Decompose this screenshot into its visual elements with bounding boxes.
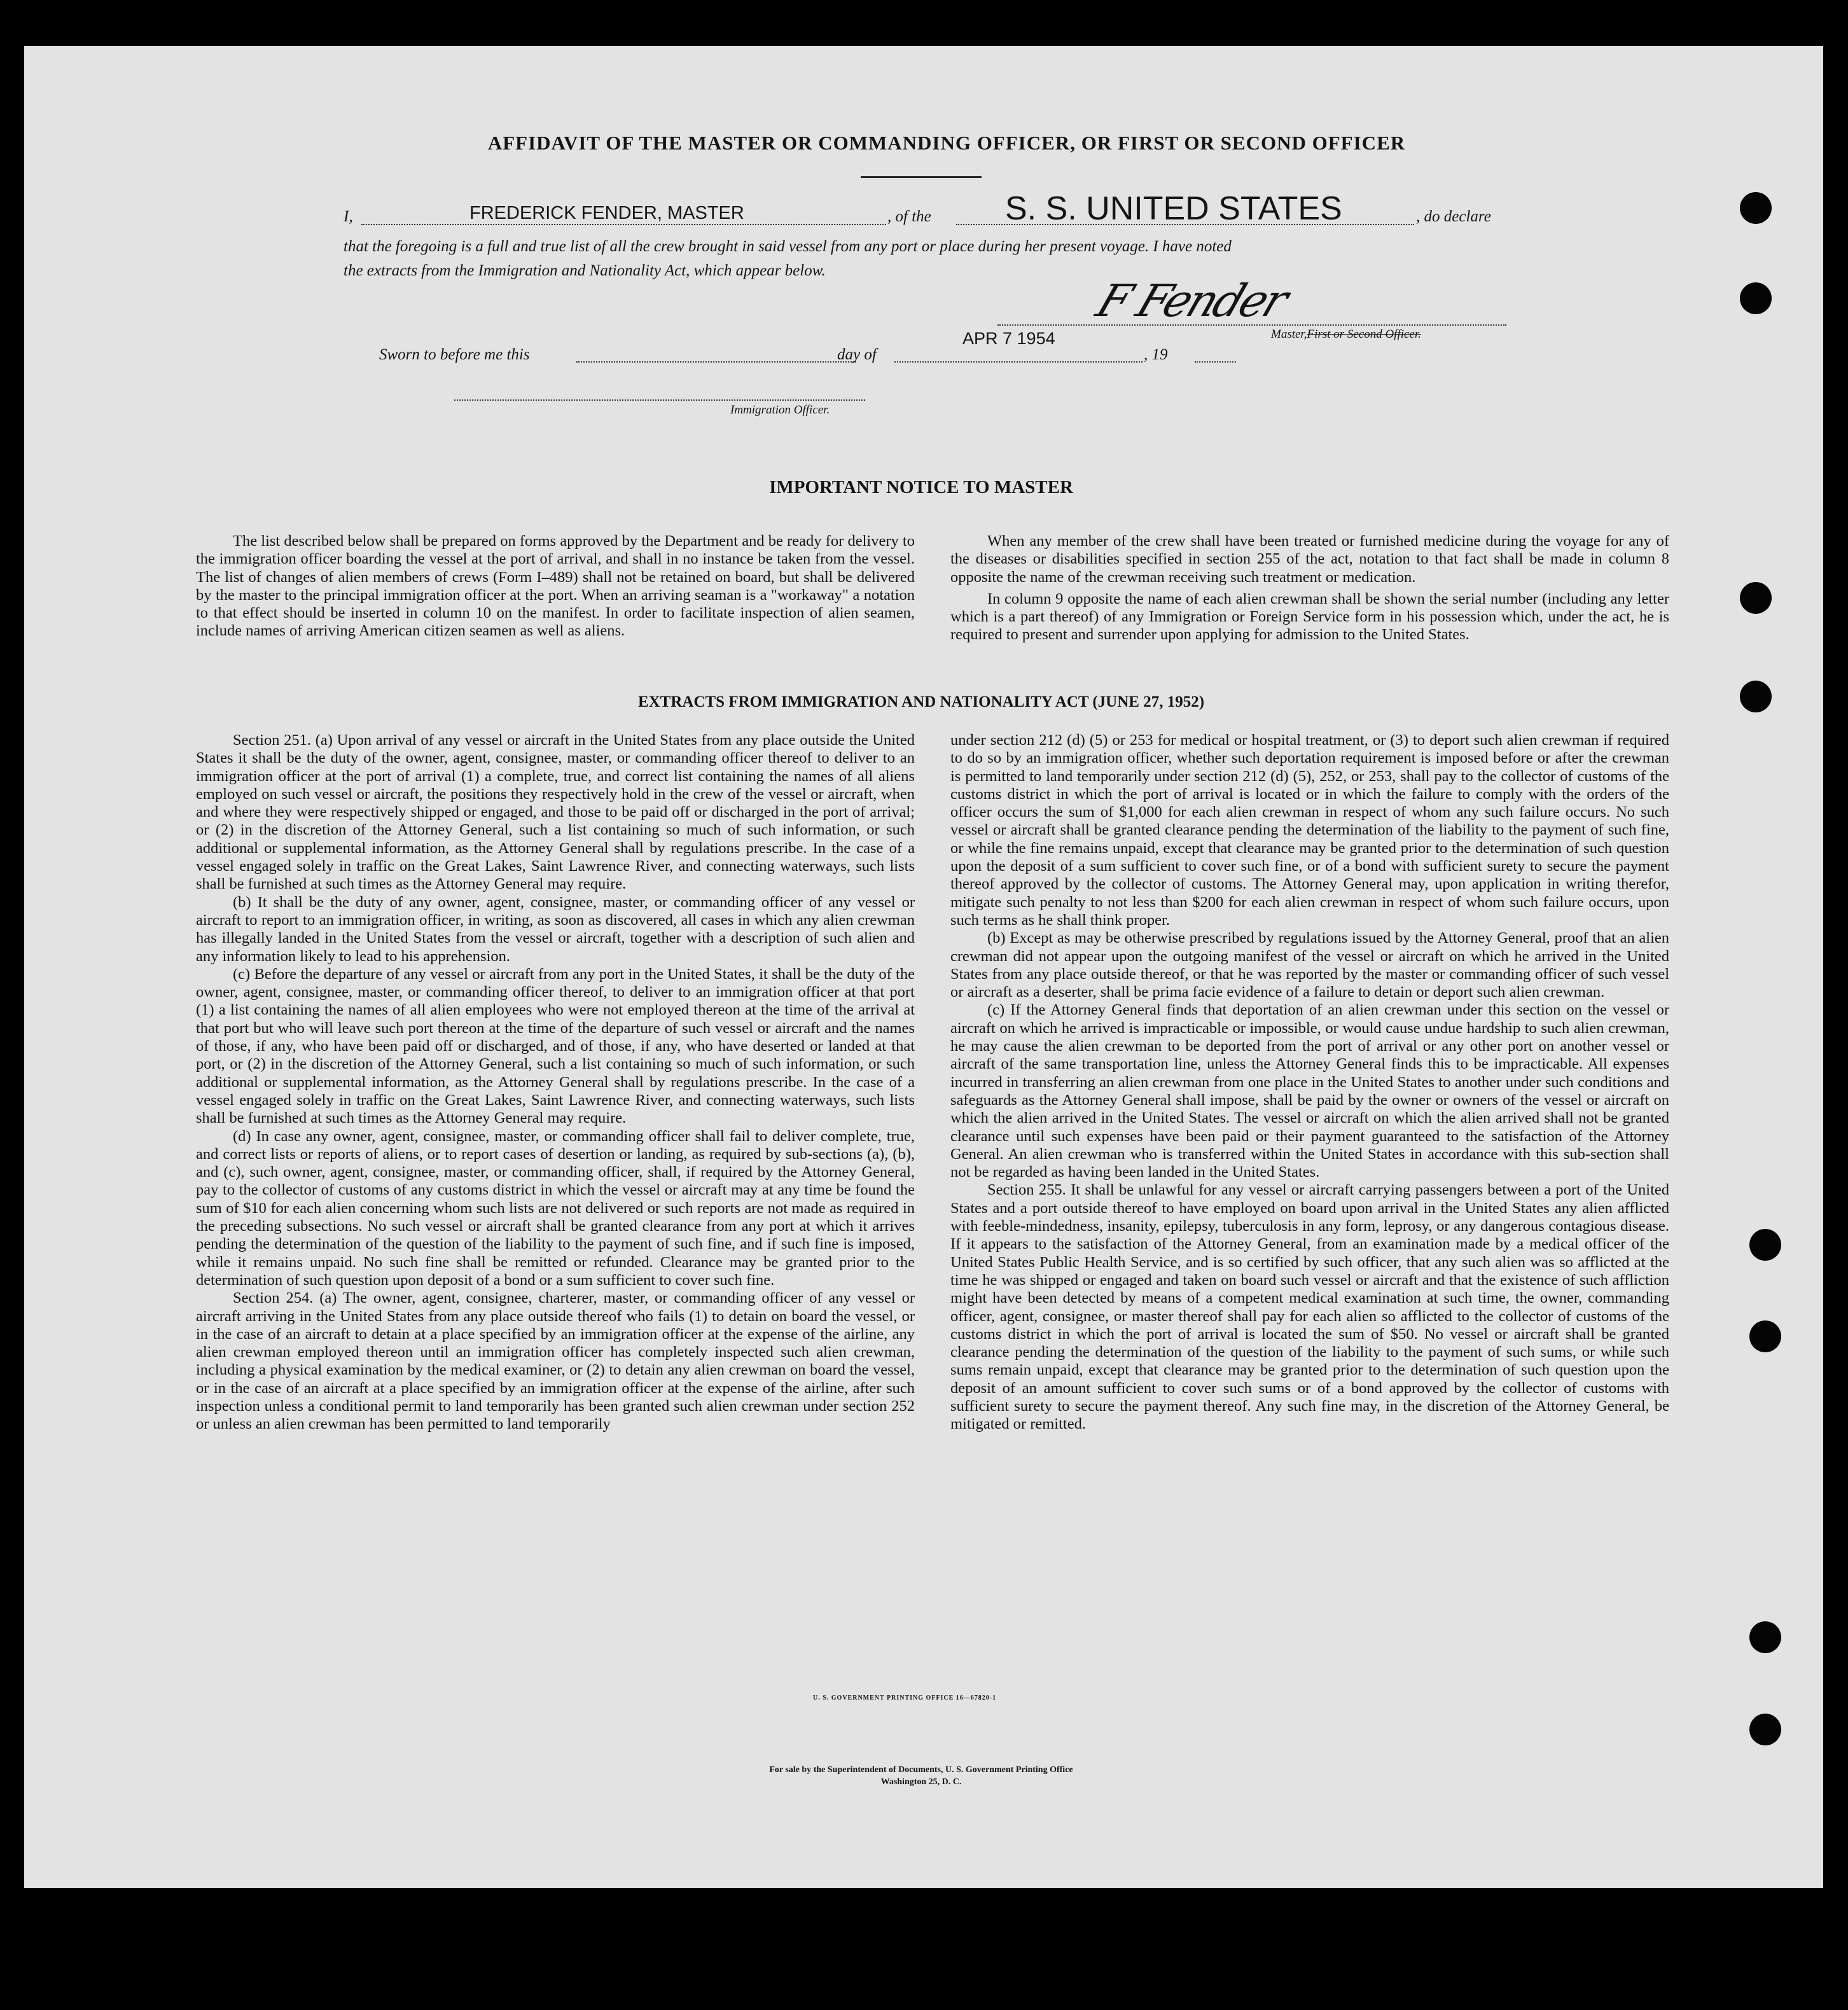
affidavit-line-2: that the foregoing is a full and true list of all the crew brought in said vessel from any port or place during her present voyage. I have noted [344, 238, 1232, 255]
sworn-label: Sworn to before me this [379, 346, 530, 363]
master-name: FREDERICK FENDER, MASTER [469, 203, 744, 223]
sworn-day-line [576, 361, 856, 363]
master-label: Master, [1271, 328, 1307, 341]
notice-left-paragraph: The list described below shall be prepared on forms approved by the Department and be ready for delivery to the immigration officer boarding the vessel at the port of arrival, and shall in no instance be taken from the vessel. The list of changes of alien members of crews (Form I–489) shall not be retained on board, but shall be delivered by the master to the principal immigration officer at the port. When an arriving seaman is a "workaway" a notation to that effect should be inserted in column 10 on the manifest. In order to facilitate inspection of alien seamen, include names of arriving American citizen seamen as well as aliens. [196, 532, 915, 640]
notice-heading: IMPORTANT NOTICE TO MASTER [769, 477, 1073, 497]
year-prefix: , 19 [1144, 346, 1168, 363]
i-label: I, [344, 208, 353, 225]
binder-hole [1749, 1229, 1781, 1261]
section-254-a: Section 254. (a) The owner, agent, consignee, charterer, master, or commanding officer of any vessel or aircraft arriving in the United States from any place outside thereof who fails (1) to detain on board the vessel, or in the case of an aircraft to detain at a place specified by an immigration officer at the expense of the airline, any alien crewman employed thereon until an immigration officer has completely inspected such alien crewman, including a physical examination by the medical examiner, or (2) to detain any alien crewman on board the vessel, or in the case of an aircraft at a place specified by an immigration officer at the expense of the airline, after such inspection unless a conditional permit to land temporarily has been granted such alien crewman under section 252 or unless an alien crewman has been permitted to land temporarily [196, 1289, 915, 1433]
master-signature: F Fender [1090, 275, 1293, 327]
binder-hole [1740, 192, 1772, 224]
section-254-a-continued: under section 212 (d) (5) or 253 for medical or hospital treatment, or (3) to deport such alien crewman if required to do so by an immigration officer, whether such deportation requirement is imposed before or after the crewman is permitted to land temporarily under section 212 (d) (5), 252, or 253, shall pay to the collector of customs of the customs district in which the port of arrival is located or in which the failure to comply with the orders of the officer occurs the sum of $1,000 for each alien crewman in respect of whom any such failure occurs. No such vessel or aircraft shall be granted clearance pending the determination of the liability to the payment of such fine, or while the fine remains unpaid, except that clearance may be granted prior to the determination of such question upon the deposit of a sum sufficient to cover such fine, or of a bond with sufficient surety to secure the payment thereof approved by the collector of customs. The Attorney General may, upon application in writing therefor, mitigate such penalty to not less than $200 for each alien crewman in respect of whom such failure occurs, upon such terms as he shall think proper. [950, 731, 1669, 929]
notice-left-column [196, 532, 915, 641]
master-name-line [361, 224, 886, 225]
affidavit-title: AFFIDAVIT OF THE MASTER OR COMMANDING OFFICER, OR FIRST OR SECOND OFFICER [487, 132, 1406, 154]
section-251-a: Section 251. (a) Upon arrival of any vessel or aircraft in the United States from any place outside the United States it shall be the duty of the owner, agent, consignee, master, or commanding officer thereof to deliver to an immigration officer at the port of arrival (1) a complete, true, and correct list containing the names of all aliens employed on such vessel or aircraft, the positions they respectively hold in the crew of the vessel or aircraft, when and where they were respectively shipped or engaged, and those to be paid off or discharged in the port of arrival; or (2) in the discretion of the Attorney General, such a list containing so much of such information, or such additional or supplemental information, as the Attorney General shall by regulations prescribe. In the case of a vessel engaged solely in traffic on the Great Lakes, Saint Lawrence River, and connecting waterways, such lists shall be furnished at such times as the Attorney General may require. [196, 731, 915, 893]
section-251-c: (c) Before the departure of any vessel or aircraft from any port in the United States, it shall be the duty of the owner, agent, consignee, master, or commanding officer thereof, to deliver to an immigration officer at that port (1) a list containing the names of all alien employees who were not employed thereon at the time of the arrival at that port but who will leave such port thereon at the time of the departure of such vessel or aircraft and the names of those, if any, who have been paid off or discharged, and of those, if any, who have deserted or landed at that port, or (2) in the discretion of the Attorney General, such a list containing so much of such information, or such additional or supplemental information, as the Attorney General shall by regulations prescribe. In the case of a vessel engaged solely in traffic on the Great Lakes, Saint Lawrence River, and connecting waterways, such lists shall be furnished at such times as the Attorney General may require. [196, 965, 915, 1127]
binder-hole [1740, 582, 1772, 614]
extracts-left-column [196, 731, 915, 1434]
binder-hole [1740, 681, 1772, 712]
sale-notice-line-1: For sale by the Superintendent of Documents, U. S. Government Printing Office [769, 1765, 1073, 1775]
affidavit-page [24, 46, 1823, 1888]
section-255: Section 255. It shall be unlawful for any vessel or aircraft carrying passengers between a port of the United States and a port outside thereof to have employed on board upon arrival in the United States any alien afflicted with feeble-mindedness, insanity, epilepsy, tuberculosis in any form, leprosy, or any dangerous contagious disease. If it appears to the satisfaction of the Attorney General, from an examination made by a medical officer of the United States Public Health Service, and is so certified by such officer, that any such alien was so afflicted at the time he was shipped or engaged and taken on board such vessel or aircraft and that the existence of such affliction might have been detected by means of a competent medical examination at such time, the owner, commanding officer, agent, consignee, or master thereof shall pay for each alien so afflicted to the collector of customs of the customs district in which the port of arrival is located the sum of $50. No vessel or aircraft shall be granted clearance pending the determination of the question of the liability to the payment of such sums, or while such sums remain unpaid, except that clearance may be granted prior to the determination of such question upon the deposit of an amount sufficient to cover such sums or of a bond approved by the collector of customs with sufficient surety to secure the payment thereof. Any such fine may, in the discretion of the Attorney General, be mitigated or remitted. [950, 1181, 1669, 1433]
notice-right-column [950, 532, 1669, 644]
day-of-label: day of [837, 346, 877, 363]
sworn-month-line [894, 361, 1143, 363]
section-251-b: (b) It shall be the duty of any owner, agent, consignee, master, or commanding officer of any vessel or aircraft to report to an immigration officer, in writing, as soon as discovered, all cases in which any alien crewman has illegally landed in the United States from the vessel or aircraft, together with a description of such alien and any information likely to lead to his apprehension. [196, 893, 915, 965]
notice-right-paragraph-2: In column 9 opposite the name of each alien crewman shall be shown the serial number (including any letter which is a part thereof) of any Immigration or Foreign Service form in his possession which, under the act, he is required to present and surrender upon applying for admission to the United States. [950, 590, 1669, 644]
section-251-d: (d) In case any owner, agent, consignee, master, or commanding officer shall fail to deliver complete, true, and correct lists or reports of aliens, or to report cases of desertion or landing, as required by sub-sections (a), (b), and (c), such owner, agent, consignee, master, or commanding officer, shall, if required by the Attorney General, pay to the collector of customs of any customs district in which the vessel or aircraft may at any time be found the sum of $10 for each alien concerning whom such lists are not delivered or such reports are not made as required in the preceding subsections. No such vessel or aircraft shall be granted clearance from any port at which it arrives pending the determination of the question of the liability to the payment of such fine, and if such fine is imposed, while it remains unpaid. No such fine shall be remitted or refunded. Clearance may be granted prior to the determination of such question upon deposit of a bond or a sum sufficient to cover such fine. [196, 1127, 915, 1289]
do-declare-label: , do declare [1416, 208, 1491, 225]
binder-hole [1740, 282, 1772, 314]
binder-hole [1749, 1714, 1781, 1745]
struck-officer-label: First or Second Officer. [1307, 328, 1421, 341]
binder-hole [1749, 1621, 1781, 1653]
extracts-heading: EXTRACTS FROM IMMIGRATION AND NATIONALITY ACT (JUNE 27, 1952) [637, 693, 1205, 710]
notice-right-paragraph-1: When any member of the crew shall have been treated or furnished medicine during the voyage for any of the diseases or disabilities specified in section 255 of the act, notation to that fact shall be made in column 8 opposite the name of the crewman receiving such treatment or medication. [950, 532, 1669, 586]
sale-notice-line-2: Washington 25, D. C. [880, 1777, 962, 1787]
vessel-name: S. S. UNITED STATES [1005, 190, 1342, 227]
signature-title [1271, 328, 1421, 342]
immigration-officer-line [454, 399, 865, 401]
year-line [1195, 361, 1236, 363]
immigration-officer-label: Immigration Officer. [730, 403, 830, 417]
section-254-c: (c) If the Attorney General finds that deportation of an alien crewman under this section on the vessel or aircraft on which he arrived is impracticable or impossible, or would cause undue hardship to such alien crewman, he may cause the alien crewman to be deported from the port of arrival or any other port on another vessel or aircraft of the same transportation line, unless the Attorney General finds this to be impracticable. All expenses incurred in transferring an alien crewman from one place in the United States to another under such conditions and safeguards as the Attorney General shall impose, shall be paid by the owner or owners of the vessel or aircraft on which the alien arrived in the United States. The vessel or aircraft on which the alien arrived shall not be granted clearance until such expenses have been paid or their payment guaranteed to the satisfaction of the Attorney General. An alien crewman who is transferred within the United States in accordance with this sub-section shall not be regarded as having been landed in the United States. [950, 1001, 1669, 1181]
of-the-label: , of the [887, 208, 931, 225]
section-254-b: (b) Except as may be otherwise prescribed by regulations issued by the Attorney General, proof that an alien crewman did not appear upon the outgoing manifest of the vessel or aircraft on which he arrived in the United States from any place outside thereof, or that he was reported by the master or commanding officer of such vessel or aircraft as a deserter, shall be prima facie evidence of a failure to detain or deport such alien crewman. [950, 929, 1669, 1001]
date-stamp: APR 7 1954 [962, 329, 1055, 348]
affidavit-line-3: the extracts from the Immigration and Nationality Act, which appear below. [344, 262, 826, 279]
title-rule [861, 176, 982, 178]
printing-office-note: U. S. GOVERNMENT PRINTING OFFICE 16—67820-1 [813, 1695, 997, 1702]
binder-hole [1749, 1320, 1781, 1352]
extracts-right-column [950, 731, 1669, 1434]
